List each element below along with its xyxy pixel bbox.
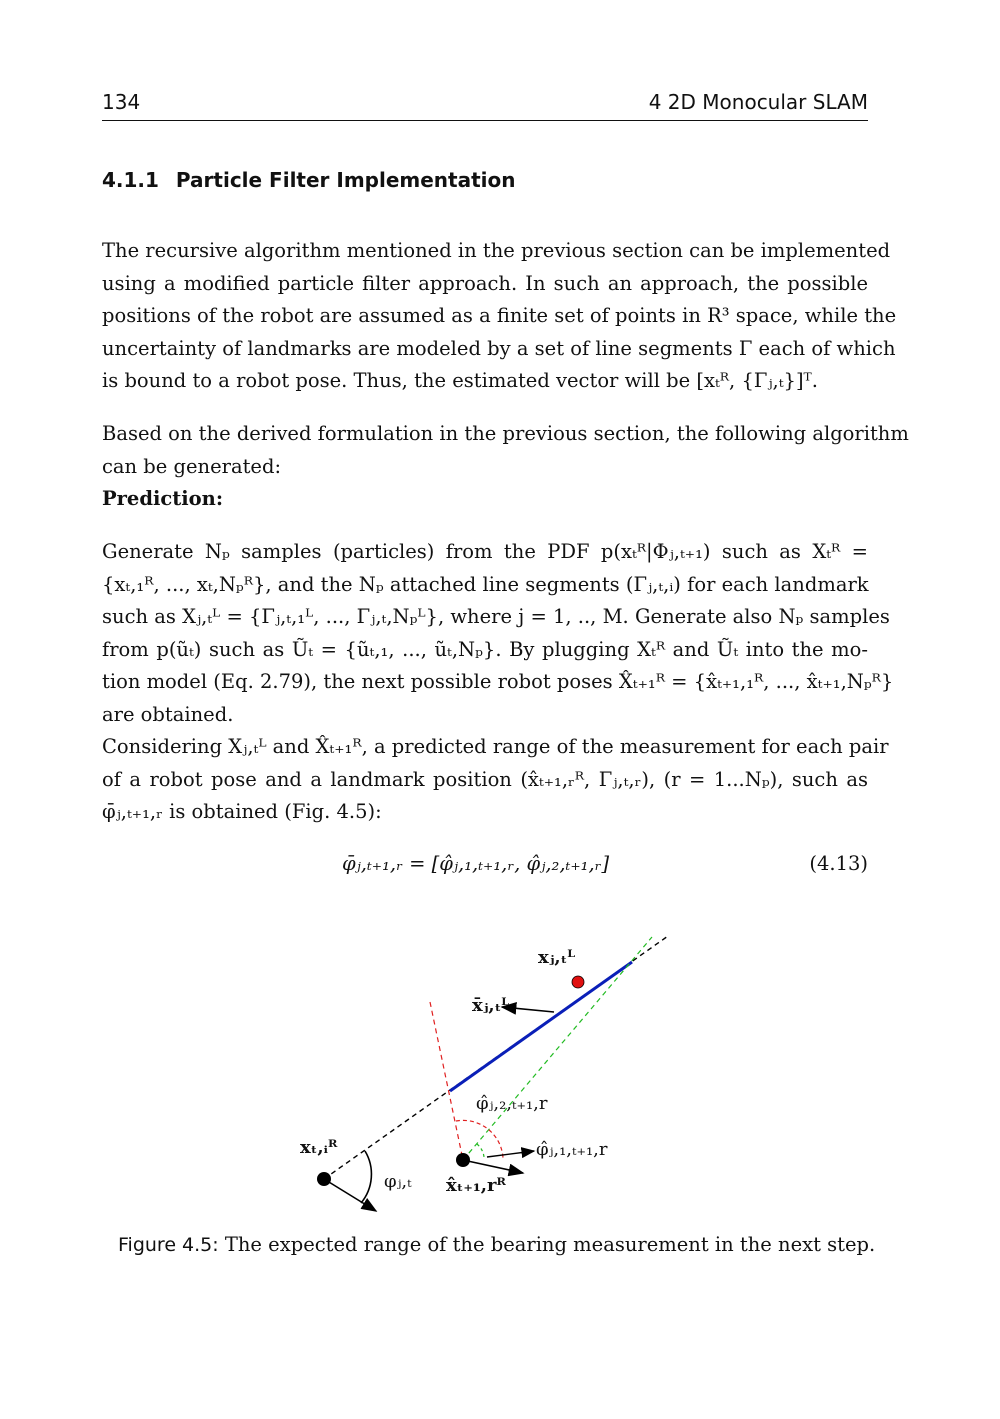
paragraph-intro bbox=[102, 235, 897, 398]
text-line: uncertainty of landmarks are modeled by a set of line segments Γ each of which bbox=[102, 336, 896, 360]
phi1-label: φ̂ⱼ,₁,ₜ₊₁,r bbox=[536, 1139, 608, 1160]
phi2-label: φ̂ⱼ,₂,ₜ₊₁,r bbox=[476, 1093, 548, 1114]
text-line: is bound to a robot pose. Thus, the estimated vector will be [xₜᴿ, {Γⱼ,ₜ}]ᵀ. bbox=[102, 369, 818, 392]
next-robot-pose-dot bbox=[456, 1153, 470, 1167]
text-line: using a modified particle filter approach. In such an approach, the possible bbox=[102, 271, 868, 295]
figure-4-5 bbox=[280, 925, 700, 1225]
landmark-label: xⱼ,ₜᴸ bbox=[538, 947, 576, 968]
equation-4-13 bbox=[102, 852, 868, 886]
phi1-arc bbox=[477, 1144, 484, 1157]
next-robot-pose-label: x̂ₜ₊₁,rᴿ bbox=[446, 1175, 506, 1196]
text-line: are obtained. bbox=[102, 702, 234, 726]
paragraph-algorithm bbox=[102, 418, 909, 516]
landmark-estimate-arrow bbox=[502, 1007, 554, 1012]
text-line: of a robot pose and a landmark position (x̂ₜ₊₁,ᵣᴿ, Γⱼ,ₜ,ᵣ), (r = 1...Nₚ), such as bbox=[102, 767, 868, 791]
robot-pose-label: xₜ,ᵢᴿ bbox=[300, 1137, 338, 1158]
landmark-segment bbox=[450, 962, 632, 1091]
green-bound-line bbox=[463, 937, 652, 1160]
text-line: tion model (Eq. 2.79), the next possible robot poses X̂ₜ₊₁ᴿ = {x̂ₜ₊₁,₁ᴿ, ..., x̂ₜ₊₁,Nₚᴿ} bbox=[102, 670, 894, 693]
text-line: Based on the derived formulation in the previous section, the following algorithm bbox=[102, 422, 909, 445]
page-header bbox=[102, 88, 868, 121]
paragraph-prediction bbox=[102, 536, 894, 829]
caption-text: The expected range of the bearing measurement in the next step. bbox=[218, 1233, 876, 1256]
robot-heading-arrow bbox=[324, 1179, 376, 1211]
page-number: 134 bbox=[102, 90, 141, 114]
caption-label: Figure 4.5: bbox=[118, 1234, 219, 1256]
text-line: The recursive algorithm mentioned in the previous section can be implemented bbox=[102, 239, 891, 262]
equation-body: φ̄ⱼ,ₜ₊₁,ᵣ = [φ̂ⱼ,₁,ₜ₊₁,ᵣ, φ̂ⱼ,₂,ₜ₊₁,ᵣ] bbox=[342, 852, 610, 875]
phi2-arc bbox=[456, 1120, 503, 1158]
text-line: positions of the robot are assumed as a finite set of points in R³ space, while the bbox=[102, 304, 897, 327]
landmark-estimate-label: x̄ⱼ,ₜᴸ bbox=[472, 995, 510, 1016]
section-number: 4.1.1 bbox=[102, 168, 159, 192]
robot-pose-dot bbox=[317, 1172, 331, 1186]
chapter-title: 4 2D Monocular SLAM bbox=[648, 90, 868, 114]
phi-jt-arc bbox=[361, 1151, 371, 1203]
text-line: φ̄ⱼ,ₜ₊₁,ᵣ is obtained (Fig. 4.5): bbox=[102, 800, 382, 823]
text-line: such as Xⱼ,ₜᴸ = {Γⱼ,ₜ,₁ᴸ, ..., Γⱼ,ₜ,Nₚᴸ}, where j = 1, .., M. Generate also Nₚ samples bbox=[102, 605, 890, 628]
text-line: from p(ũₜ) such as Ũₜ = {ũₜ,₁, ..., ũₜ,Nₚ}. By plugging Xₜᴿ and Ũₜ into the mo- bbox=[102, 637, 868, 661]
text-line: Generate Nₚ samples (particles) from the PDF p(xₜᴿ|Φⱼ,ₜ₊₁) such as Xₜᴿ = bbox=[102, 540, 868, 563]
next-heading-arrow bbox=[463, 1160, 523, 1173]
equation-tag: (4.13) bbox=[809, 852, 868, 875]
section-heading bbox=[102, 168, 516, 192]
landmark-dot bbox=[572, 976, 584, 988]
text-line: {xₜ,₁ᴿ, ..., xₜ,Nₚᴿ}, and the Nₚ attached line segments (Γⱼ,ₜ,ᵢ) for each landmark bbox=[102, 572, 869, 596]
phi-jt-label: φⱼ,ₜ bbox=[384, 1171, 412, 1192]
figure-caption bbox=[118, 1233, 875, 1256]
prediction-heading: Prediction: bbox=[102, 487, 224, 510]
red-bound-line bbox=[430, 1002, 463, 1160]
text-line: Considering Xⱼ,ₜᴸ and X̂ₜ₊₁ᴿ, a predicted range of the measurement for each pair bbox=[102, 735, 889, 758]
text-line: can be generated: bbox=[102, 454, 282, 478]
phi1-arrow bbox=[487, 1151, 534, 1157]
section-title: Particle Filter Implementation bbox=[175, 168, 516, 192]
